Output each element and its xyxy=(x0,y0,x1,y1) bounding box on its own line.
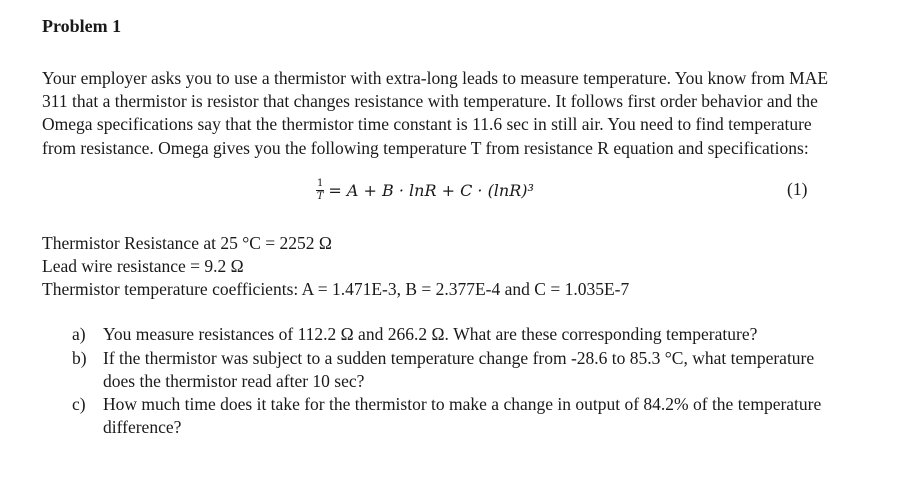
question-list xyxy=(72,323,822,439)
equation-number: (1) xyxy=(787,178,808,199)
equation-rhs: = A + B · lnR + C · (lnR)³ xyxy=(328,180,534,200)
problem-document xyxy=(42,14,882,439)
question-letter: b) xyxy=(72,347,87,368)
question-letter: c) xyxy=(72,394,86,415)
specifications xyxy=(42,232,882,302)
problem-heading: Problem 1 xyxy=(42,16,122,36)
spec-coefficients: Thermistor temperature coefficients: A = 1.471E-3, B = 2.377E-4 and C = 1.035E-7 xyxy=(42,279,630,300)
spec-lead-wire-resistance: Lead wire resistance = 9.2 Ω xyxy=(42,256,244,277)
problem-intro: Your employer asks you to use a thermistor with extra-long leads to measure temperature. You know from MAE 311 that a thermistor is resistor that changes resistance with temperature. It follows first order behavior and the Omega specifications say that the thermistor time constant is 11.6 sec in still air. You need to find temperature from resistance. Omega gives you the following temperature T from resistance R equation and specifications: xyxy=(42,68,829,158)
list-item xyxy=(72,393,822,439)
spec-thermistor-resistance: Thermistor Resistance at 25 °C = 2252 Ω xyxy=(42,232,332,253)
fraction-denominator: T xyxy=(316,190,324,202)
fraction-numerator: 1 xyxy=(317,177,324,189)
question-text: If the thermistor was subject to a sudden temperature change from -28.6 to 85.3 °C, what temperature does the thermistor read after 10 sec? xyxy=(103,347,815,391)
question-text: How much time does it take for the thermistor to make a change in output of 84.2% of the temperature difference? xyxy=(103,394,822,438)
equation-fraction xyxy=(316,179,324,202)
list-item xyxy=(72,347,822,393)
question-text: You measure resistances of 112.2 Ω and 266.2 Ω. What are these corresponding temperature? xyxy=(103,324,758,345)
list-item xyxy=(72,323,822,346)
equation-row xyxy=(42,175,882,215)
equation xyxy=(316,179,534,202)
question-letter: a) xyxy=(72,324,86,345)
